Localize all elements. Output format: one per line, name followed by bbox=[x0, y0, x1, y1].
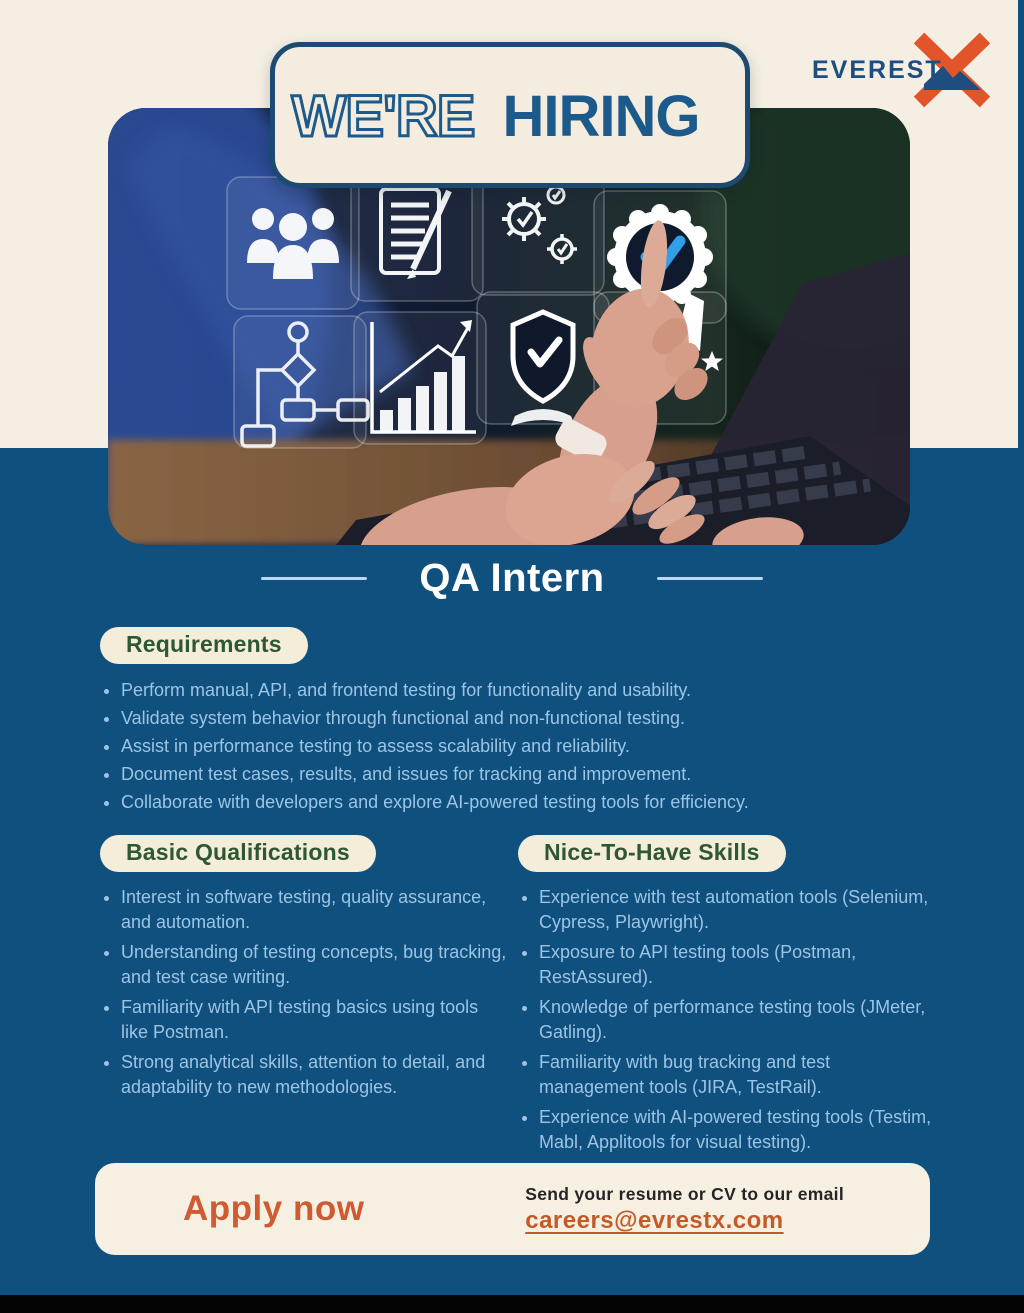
bullet-item: • Knowledge of performance testing tools (JMeter, Gatling). bbox=[539, 995, 934, 1045]
banner-word-outline: WE'RE bbox=[291, 84, 475, 149]
page-title: QA Intern bbox=[419, 556, 605, 600]
bullet-item: • Collaborate with developers and explore AI-powered testing tools for efficiency. bbox=[121, 789, 926, 815]
title-rule-right bbox=[657, 577, 763, 580]
email-block bbox=[525, 1184, 844, 1235]
careers-email-link[interactable]: careers@evrestx.com bbox=[525, 1206, 784, 1234]
bullet-item: • Exposure to API testing tools (Postman, RestAssured). bbox=[539, 940, 934, 990]
bullet-item: • Familiarity with API testing basics using tools like Postman. bbox=[121, 995, 508, 1045]
bullet-item: • Understanding of testing concepts, bug tracking, and test case writing. bbox=[121, 940, 508, 990]
apply-bar bbox=[95, 1163, 930, 1255]
basic-qualifications-section bbox=[100, 835, 508, 1105]
requirements-list bbox=[100, 677, 926, 815]
logo-brand-text: EVEREST bbox=[812, 56, 943, 84]
email-prompt: Send your resume or CV to our email bbox=[525, 1183, 844, 1204]
basic-qualifications-header: Basic Qualifications bbox=[100, 835, 376, 872]
bullet-item: • Experience with AI-powered testing tools (Testim, Mabl, Applitools for visual testing). bbox=[539, 1105, 934, 1155]
basic-qualifications-list bbox=[100, 885, 508, 1100]
bullet-item: • Strong analytical skills, attention to detail, and adaptability to new methodologies. bbox=[121, 1050, 508, 1100]
were-hiring-banner bbox=[270, 42, 750, 188]
bullet-item: • Validate system behavior through functional and non-functional testing. bbox=[121, 705, 926, 731]
nice-to-have-header: Nice-To-Have Skills bbox=[518, 835, 786, 872]
bullet-item: • Familiarity with bug tracking and test management tools (JIRA, TestRail). bbox=[539, 1050, 934, 1100]
banner-text bbox=[279, 73, 741, 157]
banner-word-solid: HIRING bbox=[502, 84, 700, 149]
bullet-item: • Experience with test automation tools (Selenium, Cypress, Playwright). bbox=[539, 885, 934, 935]
bottom-black-strip bbox=[0, 1295, 1024, 1313]
everestx-logo bbox=[806, 30, 1000, 114]
bullet-item: • Assist in performance testing to assess scalability and reliability. bbox=[121, 733, 926, 759]
apply-now-button[interactable]: Apply now bbox=[183, 1189, 365, 1228]
bullet-item: • Interest in software testing, quality assurance, and automation. bbox=[121, 885, 508, 935]
nice-to-have-list bbox=[518, 885, 934, 1155]
requirements-section bbox=[100, 627, 926, 817]
requirements-header: Requirements bbox=[100, 627, 308, 664]
title-rule-left bbox=[261, 577, 367, 580]
bullet-item: • Document test cases, results, and issues for tracking and improvement. bbox=[121, 761, 926, 787]
right-edge-strip bbox=[1018, 0, 1024, 448]
bullet-item: • Perform manual, API, and frontend testing for functionality and usability. bbox=[121, 677, 926, 703]
nice-to-have-section bbox=[518, 835, 934, 1160]
job-title-row bbox=[0, 556, 1024, 601]
